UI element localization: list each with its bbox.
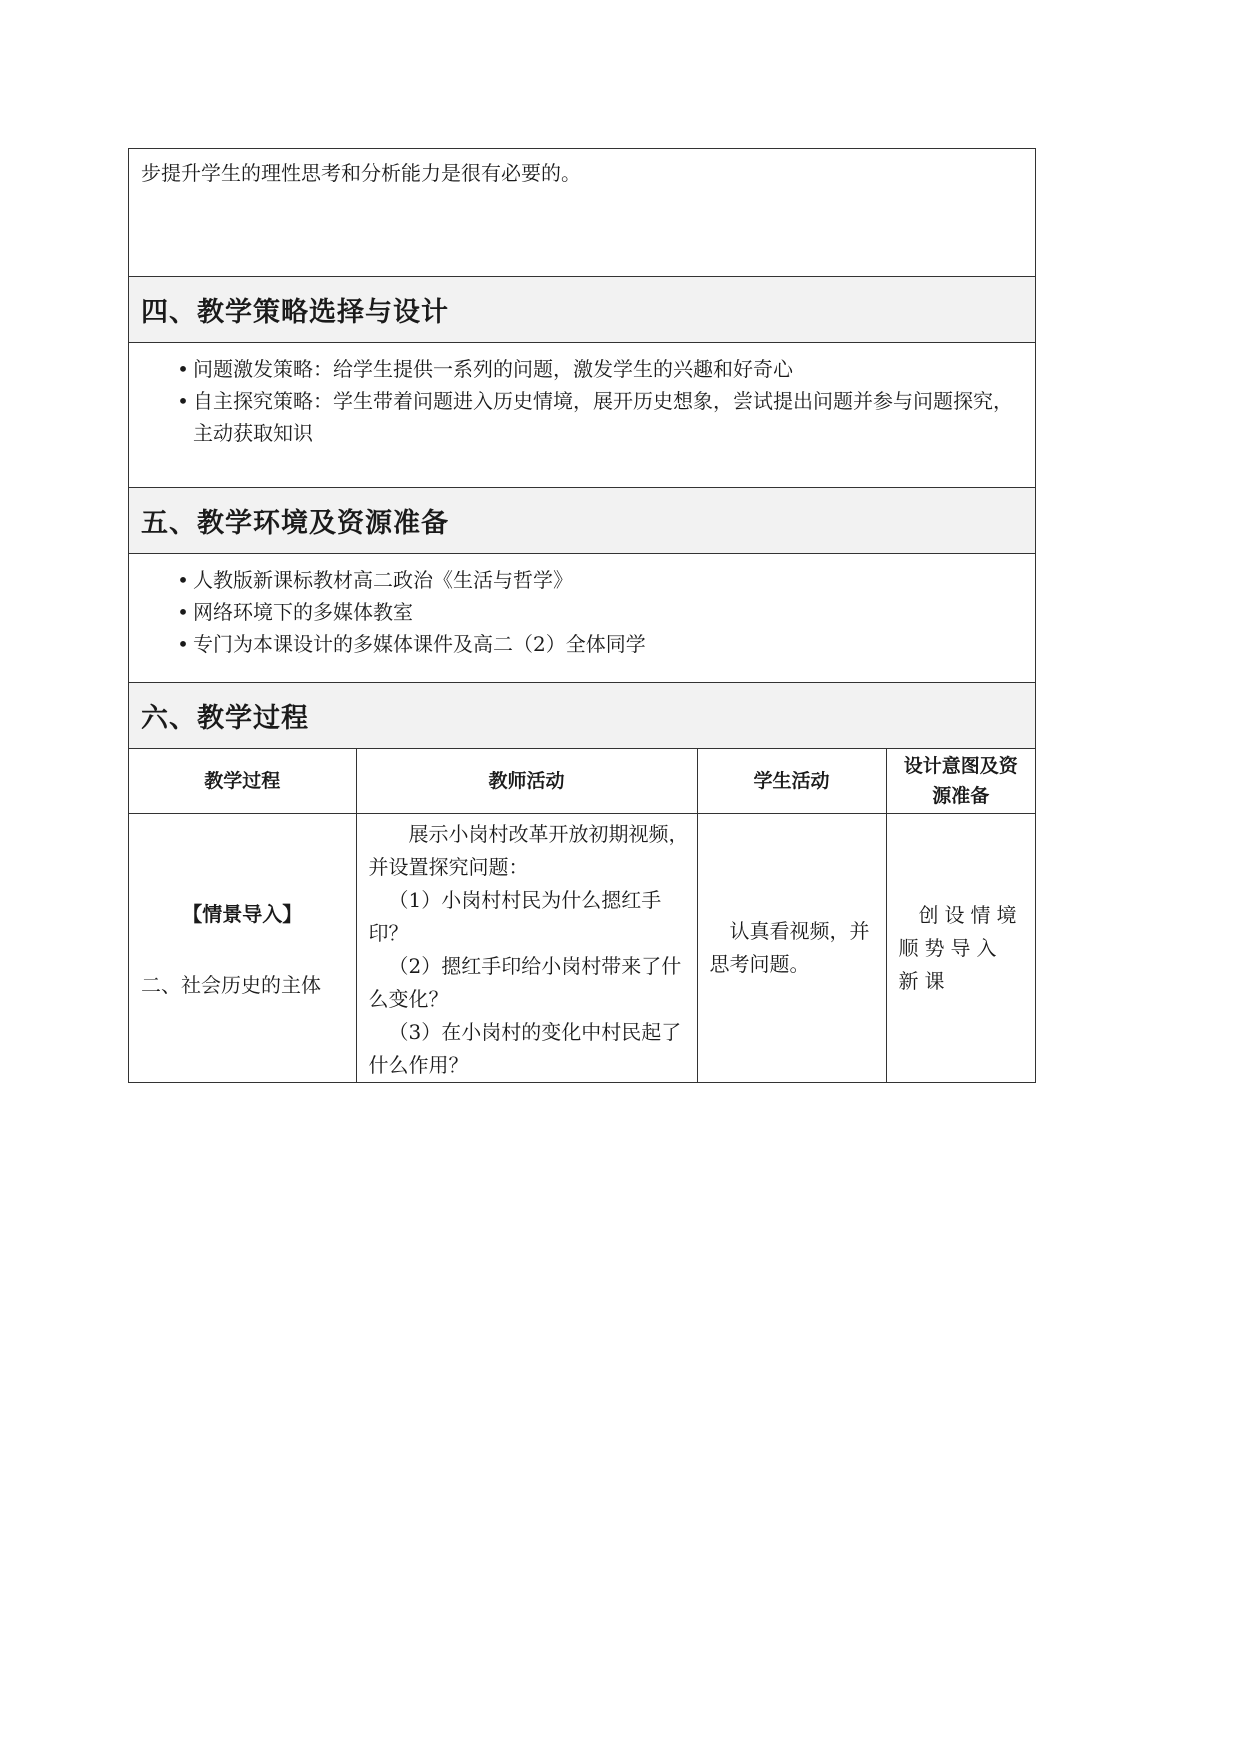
list-item — [141, 353, 1025, 385]
stage-subtitle: 二、社会历史的主体 — [141, 973, 321, 997]
column-header: 设计意图及资源准备 — [886, 749, 1035, 814]
list-item — [141, 596, 1025, 628]
table-header-row — [129, 749, 1035, 814]
process-table — [129, 749, 1035, 1082]
column-header: 教师活动 — [356, 749, 697, 814]
continuation-text: 步提升学生的理性思考和分析能力是很有必要的。 — [141, 161, 581, 185]
teacher-question: （2）摁红手印给小岗村带来了什么变化？ — [368, 954, 682, 1011]
stage-title: 【情景导入】 — [182, 902, 303, 926]
strategy-list — [129, 343, 1035, 488]
resources-list — [129, 554, 1035, 683]
student-activity-text: 认真看视频，并思考问题。 — [709, 919, 870, 976]
bullet-icon: • — [177, 568, 189, 592]
bullet-icon: • — [177, 357, 189, 381]
design-intent-text: 创设情境顺势导入新课 — [898, 902, 1023, 993]
stage-cell — [129, 814, 356, 1083]
teacher-activity-cell — [356, 814, 697, 1083]
list-item — [141, 628, 1025, 660]
section-heading-resources: 五、教学环境及资源准备 — [129, 488, 1035, 554]
process-table-wrapper — [129, 749, 1035, 1082]
list-item — [141, 385, 1025, 449]
table-row — [129, 814, 1035, 1083]
teacher-intro: 展示小岗村改革开放初期视频，并设置探究问题： — [368, 822, 689, 879]
teacher-question: （1）小岗村村民为什么摁红手印？ — [368, 888, 662, 945]
section-heading-strategy: 四、教学策略选择与设计 — [129, 277, 1035, 343]
strategy-item-text: 自主探究策略：学生带着问题进入历史情境，展开历史想象，尝试提出问题并参与问题探究，主动获取知识 — [193, 389, 1013, 445]
section-heading-process: 六、教学过程 — [129, 683, 1035, 749]
continuation-paragraph — [129, 149, 1035, 277]
resource-item-text: 网络环境下的多媒体教室 — [193, 600, 413, 624]
student-activity-cell — [697, 814, 886, 1083]
strategy-item-text: 问题激发策略：给学生提供一系列的问题，激发学生的兴趣和好奇心 — [193, 357, 793, 381]
teacher-question: （3）在小岗村的变化中村民起了什么作用？ — [368, 1020, 682, 1077]
design-intent-cell — [886, 814, 1035, 1083]
list-item — [141, 564, 1025, 596]
column-header: 教学过程 — [129, 749, 356, 814]
resource-item-text: 专门为本课设计的多媒体课件及高二（2）全体同学 — [193, 632, 646, 656]
bullet-icon: • — [177, 632, 189, 656]
column-header: 学生活动 — [697, 749, 886, 814]
bullet-icon: • — [177, 389, 189, 413]
resource-item-text: 人教版新课标教材高二政治《生活与哲学》 — [193, 568, 573, 592]
lesson-plan-document — [128, 148, 1036, 1083]
bullet-icon: • — [177, 600, 189, 624]
